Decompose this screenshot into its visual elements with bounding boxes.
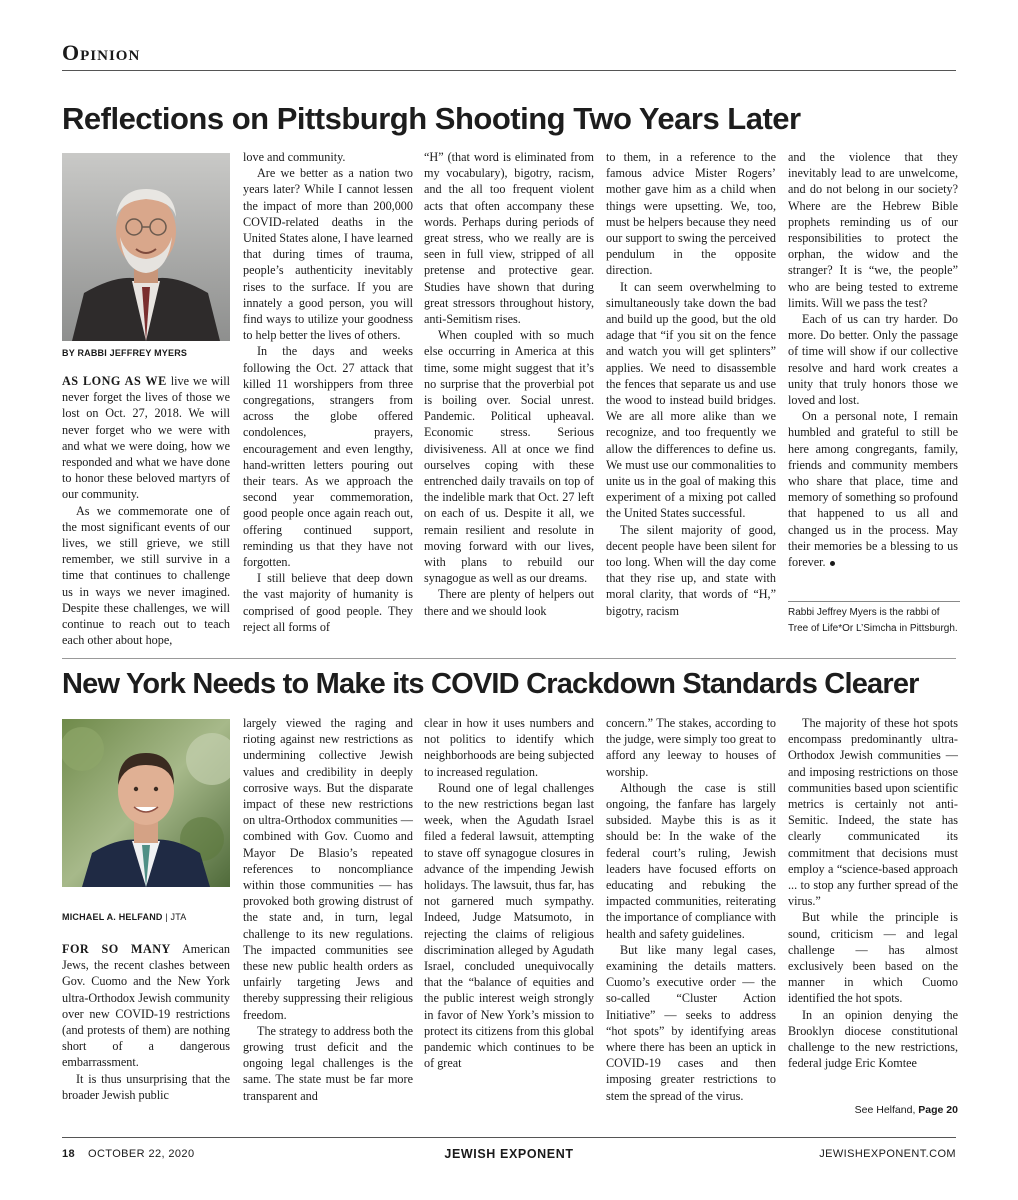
article2-paragraph: Although the case is still ongoing, the fanfare has largely subsided. Maybe this is as it should be: In the wake of the federal court’s ruling, Jewish leaders have focused efforts on educating and rebuking the impacted communities, reiterating the importance of compliance with health and safety guidelines. xyxy=(606,780,776,941)
author-photo-helfand xyxy=(62,719,230,887)
article2-paragraph: concern.” The stakes, according to the judge, were simply too great to afford any leeway to houses of worship. xyxy=(606,716,776,779)
article1-byline: BY RABBI JEFFREY MYERS xyxy=(62,348,188,358)
article1-paragraph: The silent majority of good, decent people have been silent for too long. When will the day come that they rise up, and state with moral clarity, that words of “H,” bigotry, racism xyxy=(606,522,776,618)
article1-paragraph: When coupled with so much else occurring in America at this time, some might suggest that it’s no surprise that the proverbial pot is boiling over. Social unrest. Pandemic. Political upheaval. Economic stress. Serious divisiveness. All at once we find ourselves coping with these entrenched daily travails on top of the indelible mark that Oct. 27 left on each of us. Despite it all, we remain resilient and resolute in moving forward with our lives, with plans to rebuild our synagogue as well as our dreams. xyxy=(424,328,594,586)
article2-paragraph: In an opinion denying the Brooklyn diocese constitutional challenge to the new restrictions, federal judge Eric Komtee xyxy=(788,1007,958,1071)
article2-paragraph: It is thus unsurprising that the broader Jewish public xyxy=(62,1071,230,1102)
end-of-article-icon xyxy=(830,561,835,566)
publication-name: JEWISH EXPONENT xyxy=(444,1147,574,1161)
article1-lead: AS LONG AS WE xyxy=(62,374,167,388)
article1-paragraph: Each of us can try harder. Do more. Do better. Only the passage of time will show if our collective resolve and hard work creates a unity that truly honors those we loved and lost. xyxy=(788,312,958,408)
article2-lead: FOR SO MANY xyxy=(62,942,171,956)
article1-paragraph: live we will never forget the lives of those we lost on Oct. 27, 2018. We will never forget who we were with and what we were doing, how we responded and what we have done to honor these beloved martyrs of our community. xyxy=(62,374,231,502)
article1-paragraph: It can seem overwhelming to simultaneously take down the bad and build up the good, but the old adage that “if you sit on the fence and watch you will get splinters” applies. We need to disassemble the fences that separate us and use the wood to instead build bridges. We are all more alike than we recognize, and too frequently we allow the differences to define us. We must use our commonalities to unite us in the goal of making this experiment of a mixing pot called the United States successful. xyxy=(606,279,776,521)
article1-column-3 xyxy=(424,149,594,619)
article1-paragraph: “H” (that word is eliminated from my vocabulary), bigotry, racism, and the all too frequent violent acts that often accompany these words. Perhaps during periods of great stress, who we really are is seen in full view, stripped of all pretense and protective gear. Studies have shown that during great stressors throughout history, anti-Semitism rises. xyxy=(424,150,594,327)
footer-rule xyxy=(62,1137,956,1138)
section-rule xyxy=(62,70,956,71)
article1-paragraph: and the violence that they inevitably lead to are unwelcome, and do not belong in our society? Where are the Hebrew Bible prophets reminding us of our responsibilities to protect the orphan, the widow and the stranger? It is “we, the people” who are being tested to extreme limits. Will we pass the test? xyxy=(788,150,958,310)
article1-paragraph: to them, in a reference to the famous advice Mister Rogers’ mother gave him as a child when things were upsetting. We, too, must be helpers because they need our support to swing the perceived pendulum in the opposite direction. xyxy=(606,150,776,278)
issue-date: OCTOBER 22, 2020 xyxy=(88,1148,195,1160)
article-divider xyxy=(62,658,956,659)
article1-column-4 xyxy=(606,149,776,619)
page-footer xyxy=(62,1148,956,1160)
article2-paragraph: Round one of legal challenges to the new restrictions began last week, when the Agudath Israel filed a federal lawsuit, attempting to stave off synagogue closures in advance of the impending Jewish holidays. The lawsuit, thus far, has not garnered much sympathy. Indeed, Judge Matsumoto, in rejecting the claims of religious discrimination alleged by Agudath Israel, concluded unequivocally that the “balance of equities and the public interest weigh strongly in favor of New York’s mission to protect its citizens from this global pandemic which continues to be of great xyxy=(424,780,594,1071)
article1-paragraph: love and community. xyxy=(243,150,346,164)
article1-paragraph: In the days and weeks following the Oct. 27 attack that killed 11 worshippers from three congregations, strangers from across the globe offered condolences, prayers, encouragement and even lengthy, hand-written letters pouring out their tears. As we approach the second year commemoration, good people once again reach out, offering continued support, reminding us that they have not forgotten. xyxy=(243,344,413,570)
continuation-note[interactable] xyxy=(788,1104,958,1116)
article2-paragraph: But like many legal cases, examining the details matters. Cuomo’s executive order — the so-called “Cluster Action Initiative” — seeks to address “hot spots” by identifying areas where there has been an uptick in COVID-19 cases and then imposing greater restrictions to stem the spread of the virus. xyxy=(606,942,776,1103)
article2-headline: New York Needs to Make its COVID Crackdown Standards Clearer xyxy=(62,668,919,700)
article2-paragraph: largely viewed the raging and rioting against new restrictions as undermining collective Jewish values and credibility in deeply corrosive ways. But the disparate impact of these new restrictions on ultra-Orthodox communities — combined with Gov. Cuomo and Mayor De Blasio’s repeated references to noncompliance within those communities — has provoked both growing distrust of the state and, in turn, legal challenge to its new regulations. The impacted communities see these new public health orders as unfairly targeting Jews and thereby suppressing their religious freedom. xyxy=(243,716,413,1022)
article2-paragraph: American Jews, the recent clashes between Gov. Cuomo and the New York ultra-Orthodox Jewish community over new COVID-19 restrictions (and protests of them) are nothing short of a dangerous embarrassment. xyxy=(62,942,230,1070)
article2-paragraph: clear in how it uses numbers and not politics to identify which neighborhoods are being subjected to increased regulation. xyxy=(424,716,594,779)
continuation-label: See Helfand, xyxy=(854,1104,919,1116)
page-number: 18 xyxy=(62,1148,76,1160)
article2-paragraph: The majority of these hot spots encompass predominantly ultra-Orthodox Jewish communities — and imposing restrictions on those communities based upon scientific metrics is certainly not anti-Semitic. Indeed, the state has clearly communicated its commitment that decisions must employ a “science-based approach ... to stop any further spread of the virus.” xyxy=(788,716,958,909)
author-bio: Rabbi Jeffrey Myers is the rabbi of Tree of Life*Or L’Simcha in Pittsburgh. xyxy=(788,601,960,636)
article1-paragraph: I still believe that deep down the vast majority of humanity is comprised of good people. They reject all forms of xyxy=(243,571,413,634)
article2-byline xyxy=(62,912,186,922)
section-title: Opinion xyxy=(62,40,141,65)
article2-column-2 xyxy=(243,715,413,1104)
article1-column-2 xyxy=(243,149,413,635)
article1-headline: Reflections on Pittsburgh Shooting Two Years Later xyxy=(62,101,801,136)
article1-paragraph: On a personal note, I remain humbled and grateful to still be here among congregants, family, friends and community members who share that place, time and memory of something so profound that happened to us all and changed us in the process. May their memories be a blessing to us forever. xyxy=(788,409,958,570)
article1-column-1 xyxy=(62,373,230,648)
article1-paragraph: Are we better as a nation two years later? While I cannot lessen the impact of more than 200,000 COVID-related deaths in the United States alone, I have learned that during times of trauma, people’s authenticity inevitably rises to the surface. If you are innately a good person, you will find ways to utilize your goodness to help better the lives of others. xyxy=(243,166,413,343)
author-affiliation: | JTA xyxy=(162,912,187,922)
article2-column-1 xyxy=(62,941,230,1103)
article2-paragraph: The strategy to address both the growing trust deficit and the ongoing legal challenges is the same. The state must be far more transparent and xyxy=(243,1023,413,1103)
article2-paragraph: But while the principle is sound, criticism — and legal challenge — has almost exclusively been based on the manner in which Cuomo identified the hot spots. xyxy=(788,910,958,1006)
article1-paragraph: There are plenty of helpers out there and we should look xyxy=(424,587,594,618)
article2-column-4 xyxy=(606,715,776,1104)
article1-paragraph: As we commemorate one of the most significant events of our lives, we still grieve, we still remember, we still survive in a time that continues to challenge us in ways we never imagined. Despite these challenges, we will continue to reach out to teach each other about hope, xyxy=(62,503,230,648)
article1-column-5 xyxy=(788,149,958,570)
author-photo-myers xyxy=(62,153,230,341)
article2-column-3 xyxy=(424,715,594,1071)
article2-column-5 xyxy=(788,715,958,1071)
website-link[interactable]: JEWISHEXPONENT.COM xyxy=(819,1148,956,1160)
author-name: MICHAEL A. HELFAND xyxy=(62,912,163,922)
continuation-page: Page 20 xyxy=(918,1104,958,1116)
